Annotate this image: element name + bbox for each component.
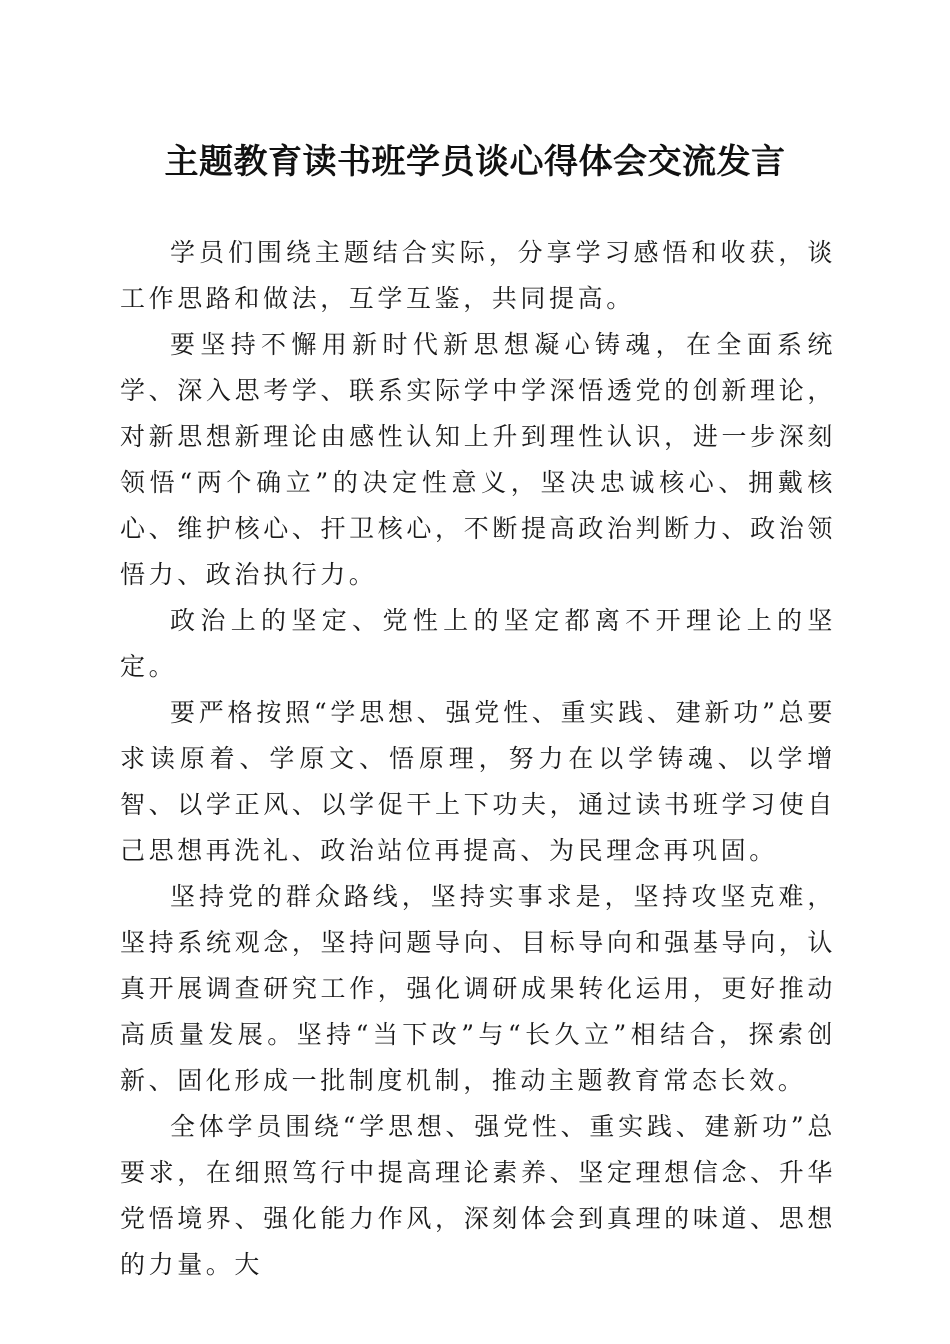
paragraph-4: 要严格按照“学思想、强党性、重实践、建新功”总要求读原着、学原文、悟原理，努力在以学铸魂、以学增智、以学正风、以学促干上下功夫，通过读书班学习使自己思想再洗礼、政治站位再提高、为民理念再巩固。 xyxy=(120,698,836,865)
paragraph-1: 学员们围绕主题结合实际，分享学习感悟和收获，谈工作思路和做法，互学互鉴，共同提高。 xyxy=(120,238,836,313)
document-title: 主题教育读书班学员谈心得体会交流发言 xyxy=(164,142,786,182)
paragraph-6: 全体学员围绕“学思想、强党性、重实践、建新功”总要求，在细照笃行中提高理论素养、坚定理想信念、升华党悟境界、强化能力作风，深刻体会到真理的味道、思想的力量。大 xyxy=(120,1112,836,1279)
paragraph-3: 政治上的坚定、党性上的坚定都离不开理论上的坚定。 xyxy=(120,606,836,681)
paragraph-5: 坚持党的群众路线，坚持实事求是，坚持攻坚克难，坚持系统观念，坚持问题导向、目标导向和强基导向，认真开展调查研究工作，强化调研成果转化运用，更好推动高质量发展。坚持“当下改”与“长久立”相结合，探索创新、固化形成一批制度机制，推动主题教育常态长效。 xyxy=(120,882,836,1095)
document-body xyxy=(120,230,836,1288)
paragraph-2: 要坚持不懈用新时代新思想凝心铸魂，在全面系统学、深入思考学、联系实际学中学深悟透党的创新理论，对新思想新理论由感性认知上升到理性认识，进一步深刻领悟“两个确立”的决定性意义，坚决忠诚核心、拥戴核心、维护核心、扞卫核心，不断提高政治判断力、政治领悟力、政治执行力。 xyxy=(120,330,836,589)
